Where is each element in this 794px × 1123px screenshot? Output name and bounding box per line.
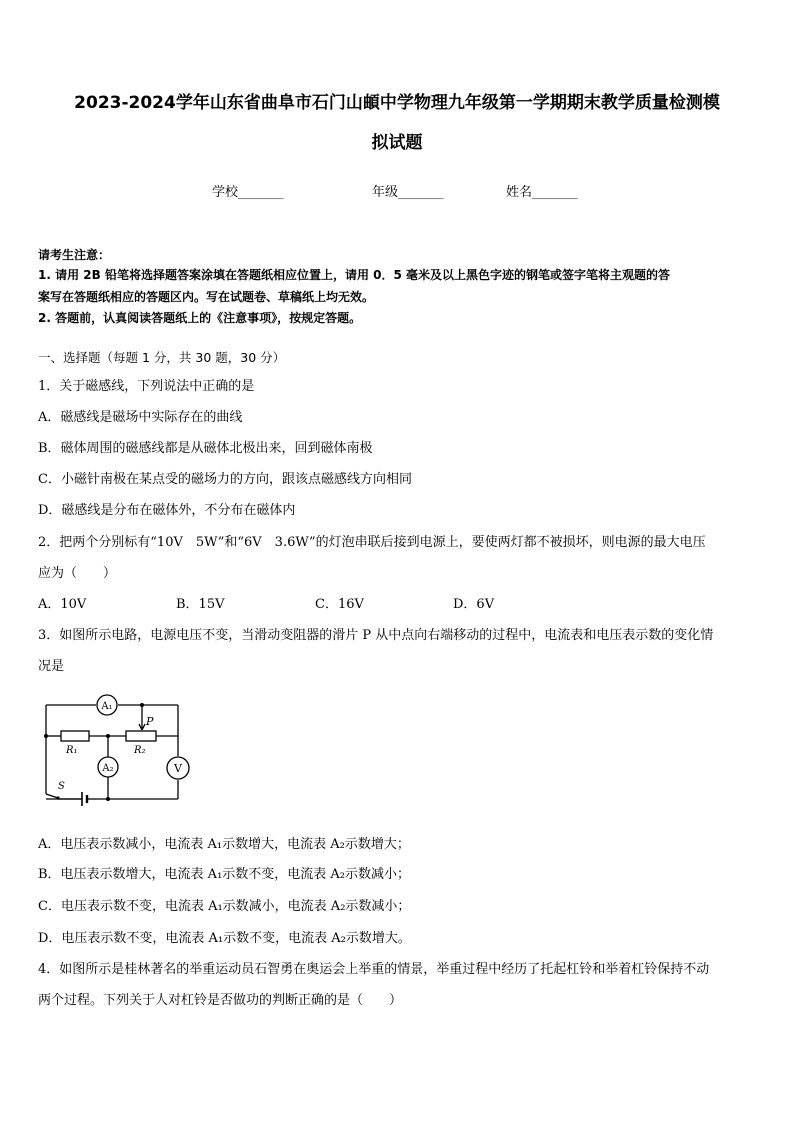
q1-option-d[interactable]: D．磁感线是分布在磁体外，不分布在磁体内 xyxy=(38,503,296,518)
q4-stem-line2: 两个过程。下列关于人对杠铃是否做功的判断正确的是（ ） xyxy=(38,993,403,1008)
q1-option-b[interactable]: B．磁体周围的磁感线都是从磁体北极出来，回到磁体南极 xyxy=(38,441,373,456)
a1-label: A₁ xyxy=(101,701,113,712)
q2-option-a[interactable]: A．10V xyxy=(38,597,87,612)
q2-option-c[interactable]: C．16V xyxy=(315,597,364,612)
q2-stem-line1: 2．把两个分别标有“10V 5W”和“6V 3.6W”的灯泡串联后接到电源上，要使两灯都不被损坏，则电源的最大电压 xyxy=(38,535,706,550)
a2-label: A₂ xyxy=(102,763,114,774)
section-heading: 一、选择题（每题 1 分，共 30 题，30 分） xyxy=(38,350,286,365)
v-label: V xyxy=(174,762,182,775)
name-field[interactable]: 姓名_______ xyxy=(506,185,578,200)
q3-option-b[interactable]: B．电压表示数增大，电流表 A₁示数不变，电流表 A₂示数减小； xyxy=(38,867,411,882)
q2-stem-line2: 应为（ ） xyxy=(38,566,117,581)
q3-stem-line1: 3．如图所示电路，电源电压不变，当滑动变阻器的滑片 P 从中点向右端移动的过程中，电流表和电压表示数的变化情 xyxy=(38,628,714,643)
exam-title-line1: 2023-2024学年山东省曲阜市石门山頔中学物理九年级第一学期期末教学质量检测模 xyxy=(74,93,720,113)
q2-option-d[interactable]: D．6V xyxy=(453,597,495,612)
q1-option-c[interactable]: C．小磁针南极在某点受的磁场力的方向，跟该点磁感线方向相同 xyxy=(38,472,412,487)
grade-field[interactable]: 年级_______ xyxy=(372,185,444,200)
circuit-diagram xyxy=(36,690,196,808)
q2-option-b[interactable]: B．15V xyxy=(176,597,225,612)
notice-item1-line2: 案写在答题纸相应的答题区内。写在试题卷、草稿纸上均无效。 xyxy=(38,290,375,304)
r1-label: R₁ xyxy=(66,745,78,756)
s-label: S xyxy=(58,781,65,792)
q4-stem-line1: 4．如图所示是桂林著名的举重运动员石智勇在奥运会上举重的情景，举重过程中经历了托起杠铃和举着杠铃保持不动 xyxy=(38,962,710,977)
p-label: P xyxy=(146,715,154,728)
q3-option-a[interactable]: A．电压表示数减小，电流表 A₁示数增大，电流表 A₂示数增大； xyxy=(38,837,410,852)
q1-stem: 1．关于磁感线，下列说法中正确的是 xyxy=(38,379,255,394)
school-field[interactable]: 学校_______ xyxy=(212,185,284,200)
notice-heading: 请考生注意： xyxy=(38,248,111,262)
q3-option-c[interactable]: C．电压表示数不变，电流表 A₁示数减小，电流表 A₂示数减小； xyxy=(38,899,411,914)
exam-title-line2: 拟试题 xyxy=(371,133,423,153)
r2-label: R₂ xyxy=(134,745,146,756)
q1-option-a[interactable]: A．磁感线是磁场中实际存在的曲线 xyxy=(38,410,243,425)
notice-item2: 2. 答题前，认真阅读答题纸上的《注意事项》，按规定答题。 xyxy=(38,311,362,325)
q3-option-d[interactable]: D．电压表示数不变，电流表 A₁示数不变，电流表 A₂示数增大。 xyxy=(38,931,411,946)
q3-stem-line2: 况是 xyxy=(38,659,65,674)
notice-item1-line1: 1. 请用 2B 铅笔将选择题答案涂填在答题纸相应位置上，请用 0．5 毫米及以上黑色字迹的钢笔或签字笔将主观题的答 xyxy=(38,268,670,282)
